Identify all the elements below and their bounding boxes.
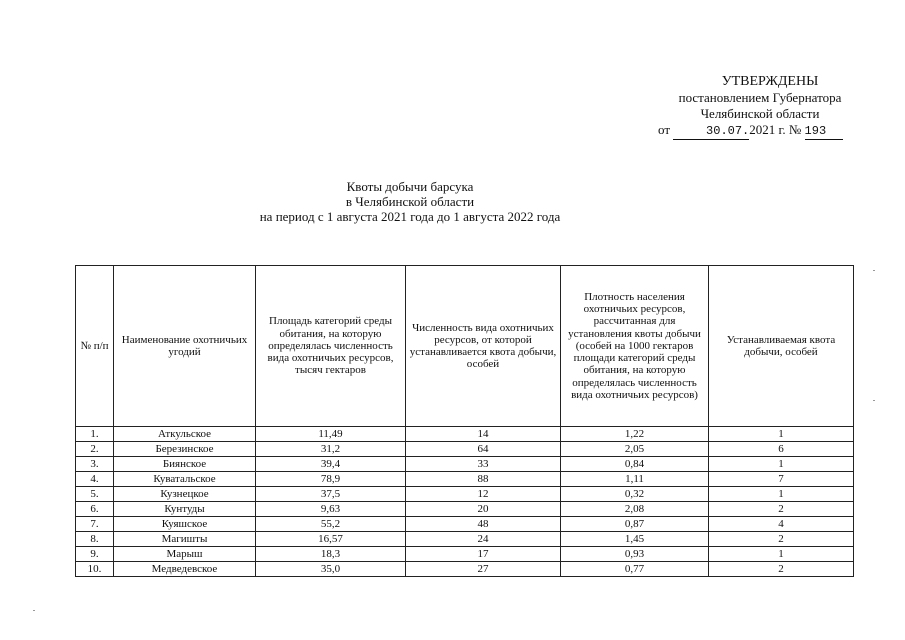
quota-cell: 1 [709, 547, 854, 562]
scan-speck [33, 610, 35, 611]
header-quota: Устанавливаемая квота добычи, особей [709, 266, 854, 427]
row-number-cell: 9. [76, 547, 114, 562]
approval-heading: УТВЕРЖДЕНЫ [721, 74, 819, 89]
quota-cell: 2 [709, 532, 854, 547]
density-cell: 0,87 [561, 517, 709, 532]
hunting-ground-name-cell: Кузнецкое [114, 487, 256, 502]
quota-cell: 6 [709, 442, 854, 457]
hunting-ground-name-cell: Биянское [114, 457, 256, 472]
approval-decree-line: постановлением Губернатора [678, 90, 842, 105]
table-row [76, 502, 854, 517]
hunting-ground-name-cell: Березинское [114, 442, 256, 457]
row-number-cell: 1. [76, 427, 114, 442]
table-header-row [76, 266, 854, 427]
hunting-ground-name-cell: Кунтуды [114, 502, 256, 517]
table-row [76, 487, 854, 502]
date-prefix: от [658, 122, 671, 137]
row-number-cell: 3. [76, 457, 114, 472]
row-number-cell: 5. [76, 487, 114, 502]
hunting-ground-name-cell: Магишты [114, 532, 256, 547]
population-cell: 20 [406, 502, 561, 517]
row-number-cell: 6. [76, 502, 114, 517]
quota-cell: 4 [709, 517, 854, 532]
quota-cell: 1 [709, 457, 854, 472]
habitat-area-cell: 18,3 [256, 547, 406, 562]
title-line-3: на период с 1 августа 2021 года до 1 августа 2022 года [259, 209, 561, 224]
population-cell: 24 [406, 532, 561, 547]
hunting-ground-name-cell: Куватальское [114, 472, 256, 487]
density-cell: 0,93 [561, 547, 709, 562]
hunting-ground-name-cell: Аткульское [114, 427, 256, 442]
quota-cell: 7 [709, 472, 854, 487]
habitat-area-cell: 16,57 [256, 532, 406, 547]
population-cell: 14 [406, 427, 561, 442]
row-number-cell: 10. [76, 562, 114, 577]
header-hunting-ground: Наименование охотничьих угодий [114, 266, 256, 427]
density-cell: 1,11 [561, 472, 709, 487]
quota-cell: 2 [709, 502, 854, 517]
quota-cell: 1 [709, 487, 854, 502]
population-cell: 48 [406, 517, 561, 532]
table-row [76, 547, 854, 562]
table-row [76, 442, 854, 457]
row-number-cell: 8. [76, 532, 114, 547]
habitat-area-cell: 9,63 [256, 502, 406, 517]
population-cell: 88 [406, 472, 561, 487]
title-line-1: Квоты добычи барсука [346, 179, 474, 194]
density-cell: 2,05 [561, 442, 709, 457]
population-cell: 12 [406, 487, 561, 502]
population-cell: 17 [406, 547, 561, 562]
hunting-ground-name-cell: Марыш [114, 547, 256, 562]
table-row [76, 562, 854, 577]
row-number-cell: 4. [76, 472, 114, 487]
table-row [76, 427, 854, 442]
document-title [180, 179, 640, 224]
density-cell: 0,84 [561, 457, 709, 472]
quota-table [75, 265, 854, 577]
density-cell: 1,45 [561, 532, 709, 547]
density-cell: 0,77 [561, 562, 709, 577]
header-density: Плотность населения охотничьих ресурсов, рассчитанная для установления квоты добычи (особей на 1000 гектаров площади категорий среды обитания, на которую определялась численность вида охотничьих ресурсов) [561, 266, 709, 427]
header-habitat-area: Площадь категорий среды обитания, на которую определялась численность вида охотничьих ресурсов, тысяч гектаров [256, 266, 406, 427]
density-cell: 1,22 [561, 427, 709, 442]
approval-block [640, 74, 880, 140]
habitat-area-cell: 55,2 [256, 517, 406, 532]
decree-date: 30.07. [706, 124, 750, 138]
decree-number: 193 [804, 124, 827, 138]
habitat-area-cell: 35,0 [256, 562, 406, 577]
hunting-ground-name-cell: Медведевское [114, 562, 256, 577]
population-cell: 27 [406, 562, 561, 577]
quota-cell: 1 [709, 427, 854, 442]
header-number: № п/п [76, 266, 114, 427]
decree-year: 2021 г. № [749, 122, 802, 137]
table-row [76, 532, 854, 547]
density-cell: 2,08 [561, 502, 709, 517]
habitat-area-cell: 11,49 [256, 427, 406, 442]
row-number-cell: 7. [76, 517, 114, 532]
table-row [76, 517, 854, 532]
table-row [76, 472, 854, 487]
habitat-area-cell: 78,9 [256, 472, 406, 487]
row-number-cell: 2. [76, 442, 114, 457]
population-cell: 64 [406, 442, 561, 457]
table-row [76, 457, 854, 472]
hunting-ground-name-cell: Куяшское [114, 517, 256, 532]
title-line-2: в Челябинской области [345, 194, 475, 209]
approval-region-line: Челябинской области [700, 106, 820, 121]
habitat-area-cell: 37,5 [256, 487, 406, 502]
header-population: Численность вида охотничьих ресурсов, от которой устанавливается квота добычи, особей [406, 266, 561, 427]
approval-date-line [658, 122, 880, 140]
density-cell: 0,32 [561, 487, 709, 502]
habitat-area-cell: 31,2 [256, 442, 406, 457]
scan-speck [873, 270, 875, 271]
population-cell: 33 [406, 457, 561, 472]
habitat-area-cell: 39,4 [256, 457, 406, 472]
scan-speck [873, 400, 875, 401]
quota-cell: 2 [709, 562, 854, 577]
